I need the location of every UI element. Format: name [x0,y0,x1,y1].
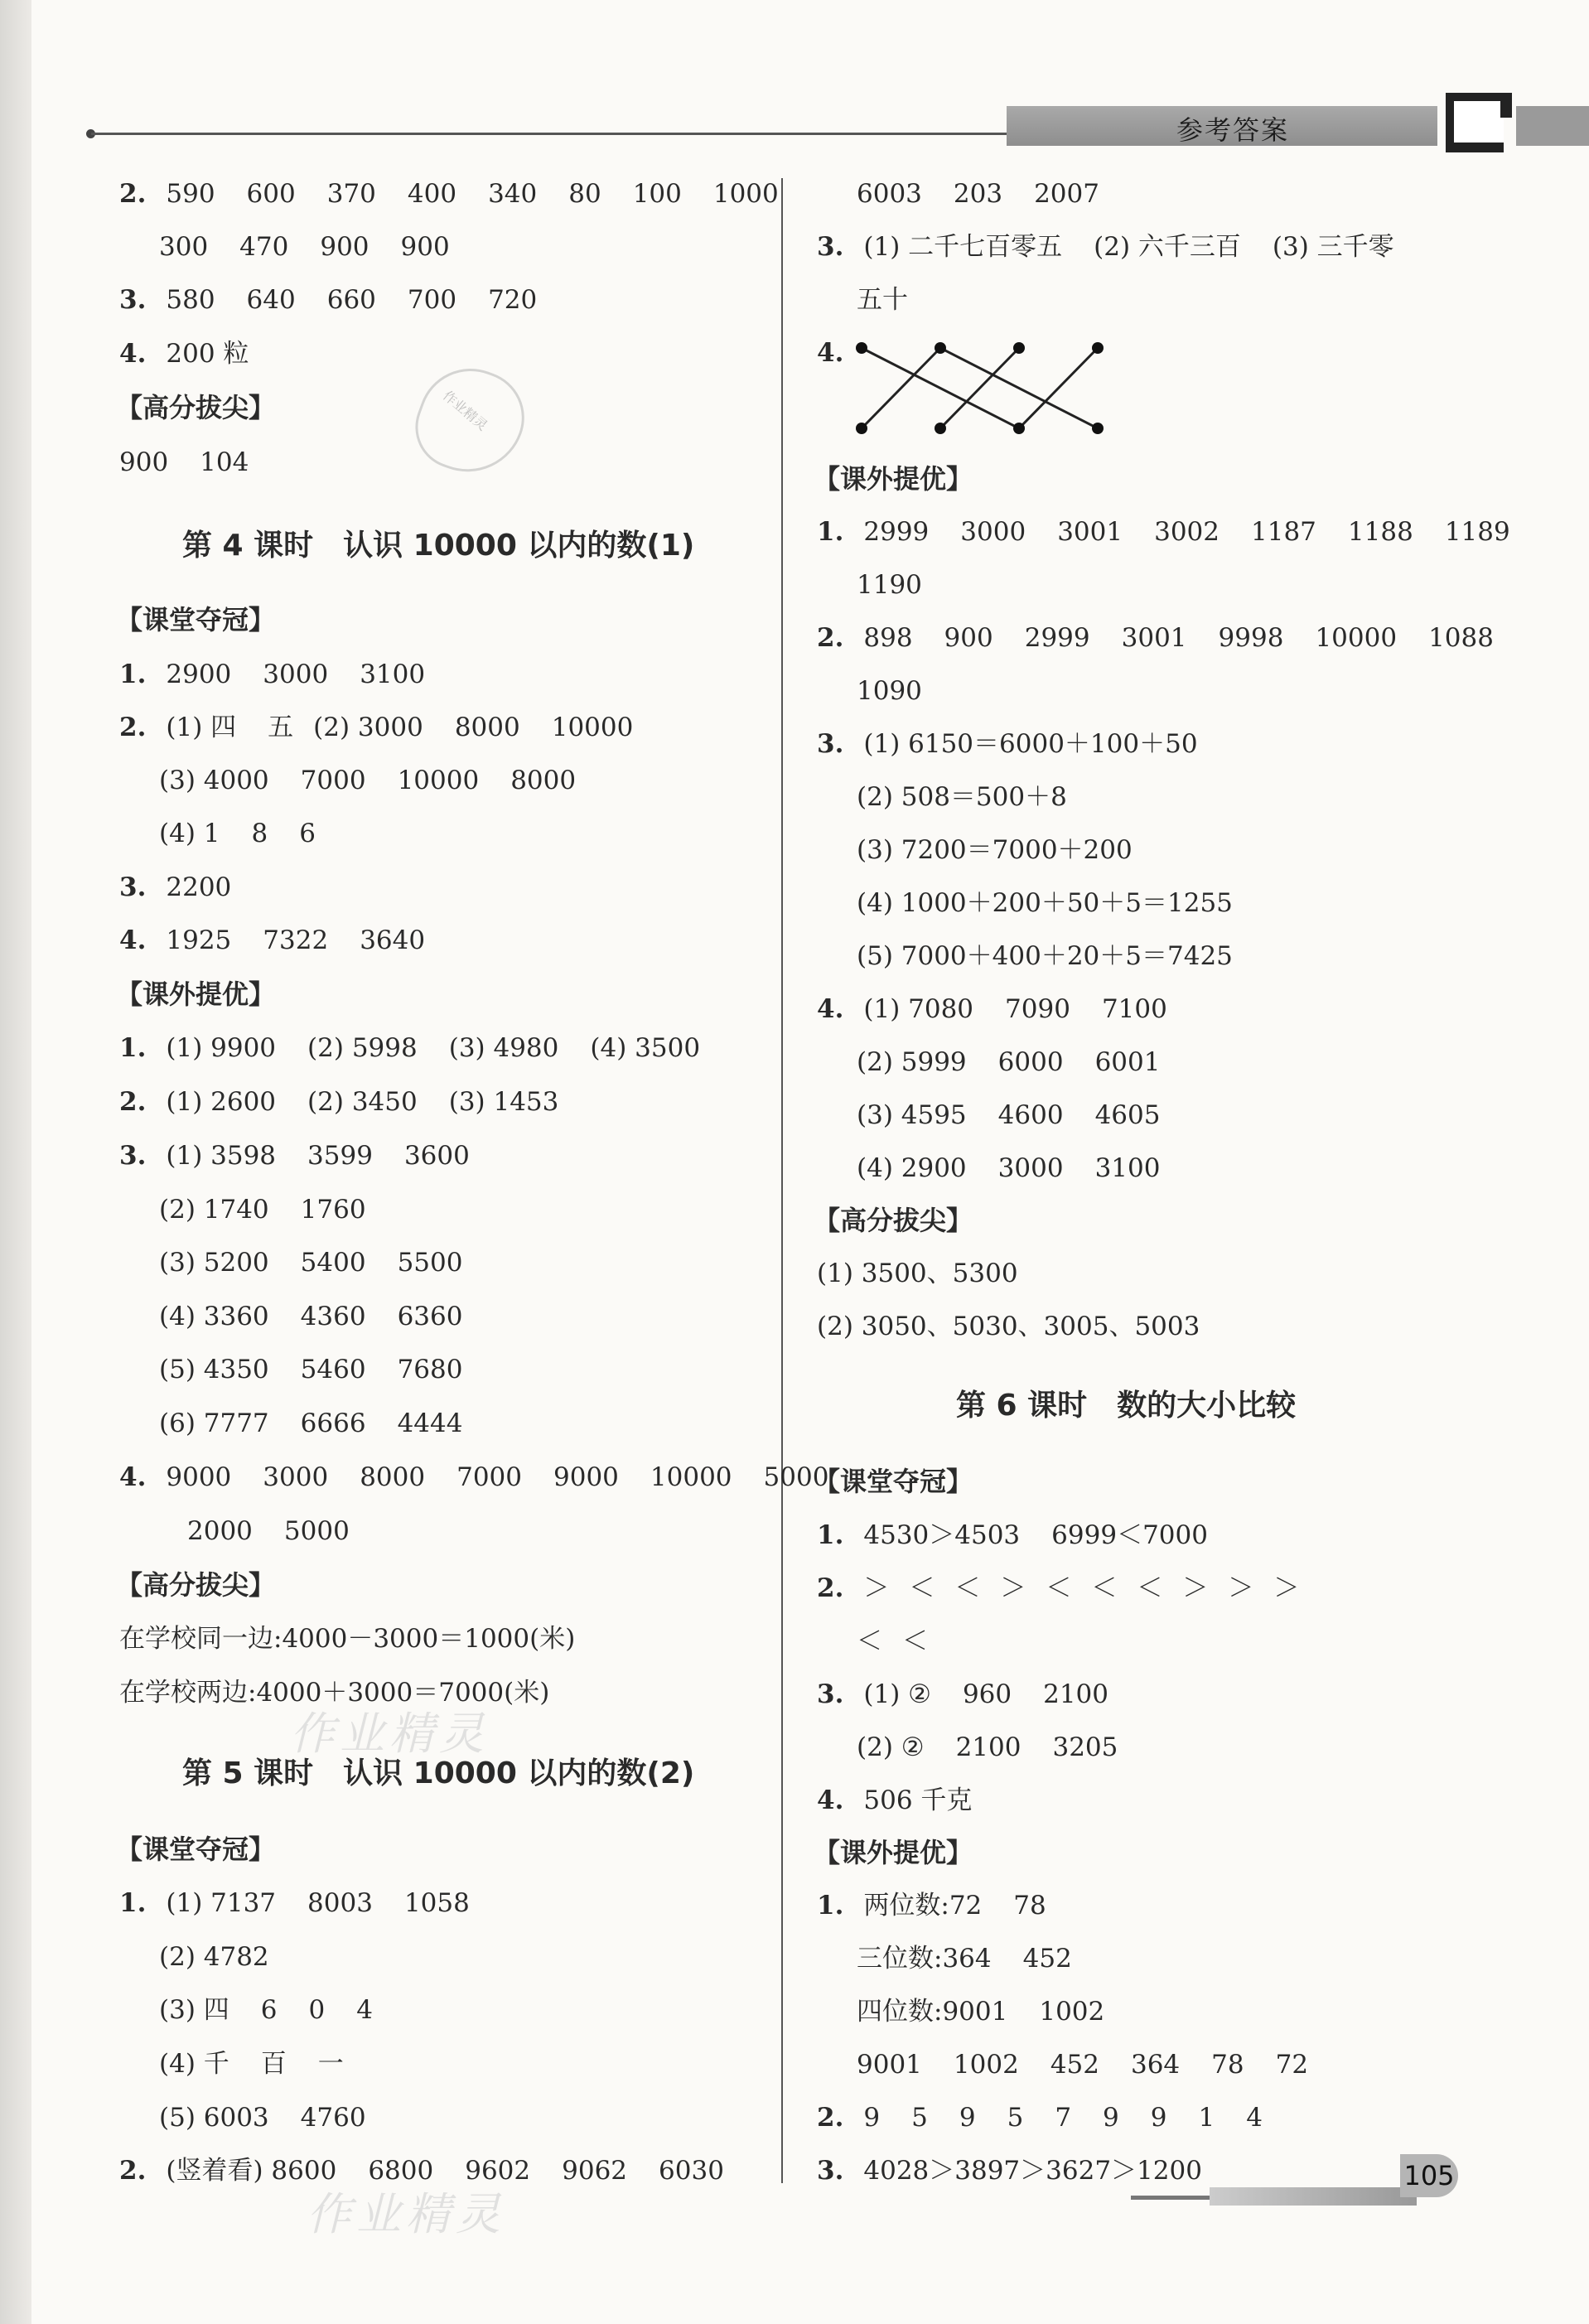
answer-value: ＞ [1000,1573,1026,1603]
answer-value: ＜ [857,1626,882,1656]
answer-value: 104 [200,447,249,477]
answer-value: 百 [260,2049,287,2079]
answer-value: 9062 [562,2156,628,2186]
watermark: 作业精灵 [290,1708,489,1760]
watermark: 作业精灵 [307,2188,505,2240]
answer-value: 6001 [1094,1047,1161,1077]
answer-line [857,1152,1160,1185]
answer-value: 7000 [300,766,366,795]
answer-value: ＞ [1182,1573,1209,1603]
answer-value: 1088 [1428,623,1494,653]
answer-value: 6360 [397,1302,463,1331]
answer-line [857,2048,1308,2081]
question-number: 4. [119,925,147,955]
lesson-title: 第 5 课时 认识 10000 以内的数(2) [182,1756,695,1790]
answer-line [119,1887,470,1920]
section-tag: 【课堂夺冠】 [814,1466,973,1497]
answer-value: 2999 [863,517,930,547]
answer-value: 9000 [166,1462,232,1492]
answer-value: 960 [962,1679,1012,1709]
header-rule [91,133,1015,135]
answer-line: 1190 [857,570,922,600]
question-number: 3. [119,285,147,315]
answer-value: 452 [1050,2050,1099,2080]
answer-value: 2100 [955,1732,1022,1762]
answer-value: 1002 [953,2050,1019,2080]
answer-value: 370 [326,179,376,209]
answer-value: 10000 [551,713,634,742]
question-number: 4. [119,339,147,369]
answer-value: (2) 1740 [159,1195,269,1225]
answer-line [857,1046,1160,1079]
answer-value: (3) 5200 [159,1248,269,1278]
answer-value: 1000 [712,179,779,209]
match-line [862,348,1019,428]
match-dot [1013,423,1025,434]
lesson-title: 第 6 课时 数的大小比较 [956,1389,1297,1423]
answer-value: (2) 六千三百 [1094,232,1241,262]
answer-value: 8003 [307,1888,373,1918]
answer-line [817,2101,1263,2134]
answer-value: 四位数:9001 [857,1997,1008,2027]
match-dot [856,342,867,354]
answer-value: 2999 [1024,623,1090,653]
answer-value: (4) 3500 [590,1033,701,1063]
answer-value: 900 [119,447,169,477]
answer-value: 3000 [960,517,1026,547]
answer-line [159,1246,462,1279]
answer-value: (3) 四 [159,1995,229,2025]
answer-value: 4444 [397,1408,463,1438]
answer-line [159,2047,344,2080]
answer-value: (1) 6150＝6000＋100＋50 [863,729,1198,759]
answer-line [817,621,1494,655]
answer-value: 340 [488,179,538,209]
answer-value: 78 [1013,1891,1046,1921]
question-number: 2. [119,713,147,742]
answer-value: 4028＞3897＞3627＞1200 [863,2156,1202,2186]
answer-value: 3640 [360,925,426,955]
answer-value: (1) 二千七百零五 [863,232,1063,262]
answer-value: (4) 3360 [159,1302,269,1331]
answer-value: ＜ [954,1573,981,1603]
answer-value: 6999＜7000 [1051,1520,1208,1550]
match-dot [935,423,946,434]
answer-value: 1 [1198,2103,1215,2133]
answer-value: 7090 [1005,994,1070,1024]
section-tag: 【课外提优】 [814,1837,973,1868]
match-dot [1092,423,1104,434]
answer-value: 两位数:72 [863,1891,983,1921]
answer-value: 203 [953,179,1003,209]
answer-value: 0 [308,1995,326,2025]
answer-value: 3001 [1121,623,1187,653]
answer-line [817,1889,1046,1922]
answer-value: (4) 2900 [857,1153,967,1183]
answer-value: (1) 2600 [166,1087,277,1117]
answer-line [817,1572,1299,1605]
answer-value: 8000 [360,1462,426,1492]
answer-value: 470 [239,232,289,262]
answer-value: 5 [1007,2103,1024,2133]
answer-value: 5000 [763,1462,829,1492]
answer-number: 4. [817,338,844,368]
answer-value: 1188 [1347,517,1413,547]
answer-value: 5500 [397,1248,463,1278]
answer-value: 9000 [553,1462,619,1492]
answer-line: (3) 7200＝7000＋200 [857,835,1133,865]
answer-line [159,1993,373,2027]
answer-value: ＜ [1137,1573,1163,1603]
answer-value: 3000 [263,1462,329,1492]
match-line [862,348,940,428]
question-number: 2. [817,2103,844,2133]
question-number: 3. [817,232,844,262]
answer-value: 7100 [1101,994,1167,1024]
answer-value: 9602 [465,2156,531,2186]
question-number: 3. [119,872,147,902]
column-divider [781,178,783,2183]
answer-value: 三位数:364 [857,1944,992,1974]
answer-value: (2) 3000 [313,713,423,742]
answer-line: 1090 [857,676,922,706]
answer-value: 900 [400,232,450,262]
answer-value: 2900 [166,660,232,689]
answer-value: 10000 [397,766,480,795]
answer-value: ＜ [909,1573,935,1603]
answer-value: 900 [944,623,993,653]
answer-line [817,515,1510,548]
answer-value: 660 [326,285,376,315]
question-number: 4. [817,994,844,1024]
answer-value: 720 [488,285,538,315]
answer-value: 3205 [1052,1732,1118,1762]
answer-value: 4760 [300,2103,366,2133]
answer-value: 900 [320,232,369,262]
answer-value: 3001 [1057,517,1123,547]
match-line [940,348,1019,428]
answer-line [857,1099,1160,1132]
answer-value: 7680 [397,1355,463,1384]
answer-value: 4 [356,1995,373,2025]
answer-value: 80 [568,179,601,209]
answer-value: 3002 [1154,517,1220,547]
answer-value: 200 粒 [166,339,249,369]
answer-value: 3100 [1094,1153,1161,1183]
question-number: 4. [817,1785,844,1815]
answer-value: 6800 [368,2156,434,2186]
answer-value: 590 [166,179,215,209]
match-line [940,348,1098,428]
answer-line [159,1300,462,1333]
question-number: 1. [119,1033,147,1063]
answer-value: 2200 [166,872,232,902]
header-title: 参考答案 [1176,114,1290,146]
answer-value: (1) ② [863,1679,931,1709]
question-number: 2. [817,1573,844,1603]
answer-line [159,2101,366,2134]
question-number: 1. [119,660,147,689]
answer-value: 6 [260,1995,278,2025]
answer-value: 6000 [997,1047,1064,1077]
answer-line [817,1519,1208,1552]
answer-value: 五 [268,713,294,742]
question-number: 2. [119,1087,147,1117]
answer-value: 100 [632,179,682,209]
answer-value: 4530＞4503 [863,1520,1021,1550]
answer-line [857,1995,1104,2028]
answer-value: 2000 [187,1516,253,1546]
answer-line: 在学校同一边:4000－3000＝1000(米) [119,1624,576,1654]
answer-line [159,1407,462,1440]
answer-line [817,2154,1202,2187]
answer-value: (3) 4980 [448,1033,559,1063]
answer-value: 6666 [300,1408,366,1438]
answer-value: 1002 [1039,1997,1105,2027]
answer-value: 898 [863,623,913,653]
answer-line [817,1784,972,1817]
question-number: 3. [817,1679,844,1709]
answer-line [119,337,249,370]
question-number: 2. [817,623,844,653]
answer-line [119,711,633,744]
answer-value: 9 [1150,2103,1167,2133]
answer-value: 2007 [1034,179,1099,209]
question-number: 1. [817,517,844,547]
answer-value: 3000 [263,660,329,689]
answer-line [817,993,1167,1026]
question-number: 2. [119,2156,147,2186]
section-tag: 【高分拔尖】 [116,392,276,423]
answer-value: 10000 [1315,623,1398,653]
match-dot [1092,342,1104,354]
answer-value: ＞ [1228,1573,1254,1603]
answer-value: 1058 [403,1888,470,1918]
answer-value: 400 [407,179,457,209]
answer-value: 5400 [300,1248,366,1278]
answer-line [119,446,249,479]
answer-value: 6003 [857,179,922,209]
question-number: 1. [119,1888,147,1918]
question-number: 1. [817,1520,844,1550]
answer-line: 在学校两边:4000＋3000＝7000(米) [119,1678,550,1708]
question-number: 4. [119,1462,147,1492]
question-number: 3. [817,2156,844,2186]
answer-line [159,764,576,797]
matching-lines-diagram [853,336,1110,435]
answer-value: (5) 6003 [159,2103,269,2133]
answer-value: (1) 9900 [166,1033,277,1063]
answer-value: (1) 7080 [863,994,974,1024]
answer-value: 580 [166,285,215,315]
match-dot [1013,342,1025,354]
section-tag: 【课堂夺冠】 [116,604,276,635]
answer-line [817,727,1198,761]
question-number: 3. [817,729,844,759]
footer-bar [1210,2187,1417,2206]
answer-value: 3100 [360,660,426,689]
answer-value: ＞ [863,1573,890,1603]
answer-line [159,1193,366,1226]
answer-value: (1) 3598 [166,1141,277,1171]
stamp-text: 作业精灵 [439,387,491,434]
answer-value: 7322 [263,925,329,955]
answer-value: 1760 [300,1195,366,1225]
answer-value: 1187 [1251,517,1316,547]
section-tag: 【课外提优】 [116,978,276,1010]
answer-line [817,1678,1108,1711]
answer-value: 2100 [1043,1679,1109,1709]
answer-value: 1189 [1444,517,1510,547]
page-number: 105 [1400,2154,1458,2197]
answer-value: 506 千克 [863,1785,973,1815]
answer-line [159,1940,269,1974]
answer-value: 8 [251,819,268,848]
answer-value: (1) 四 [166,713,237,742]
question-number: 1. [817,1891,844,1921]
answer-value: 7000 [456,1462,522,1492]
answer-line: 五十 [857,285,908,315]
answer-line [159,1353,462,1386]
answer-value: 8000 [454,713,520,742]
section-tag: 【课堂夺冠】 [116,1834,276,1865]
answer-value: ＜ [1046,1573,1072,1603]
section-tag: 【高分拔尖】 [116,1569,276,1601]
answer-line: (2) 508＝500＋8 [857,782,1067,812]
answer-line [119,283,537,316]
answer-value: 72 [1275,2050,1309,2080]
answer-value: 5460 [300,1355,366,1384]
answer-value: ＜ [1091,1573,1118,1603]
answer-line [119,177,779,210]
answer-value: ＞ [1273,1573,1300,1603]
answer-value: (竖着看) 8600 [166,2156,337,2186]
answer-value: (2) 4782 [159,1942,269,1972]
answer-value: 5000 [283,1516,350,1546]
answer-value: (5) 4350 [159,1355,269,1384]
answer-line: (1) 3500、5300 [817,1259,1018,1288]
answer-value: 9001 [857,2050,922,2080]
answer-line [187,1515,350,1548]
answer-value: 4360 [300,1302,366,1331]
answer-value: (4) 千 [159,2049,229,2079]
answer-value: 4605 [1094,1100,1161,1130]
answer-line [119,924,425,957]
answer-line: (2) 3050、5030、3005、5003 [817,1312,1200,1341]
header-bar-end [1516,106,1589,146]
answer-value: (3) 4595 [857,1100,967,1130]
answer-value: 600 [246,179,296,209]
answer-line [857,1731,1118,1764]
section-tag: 【高分拔尖】 [814,1205,973,1236]
answer-line [159,817,316,850]
answer-value: (2) 5999 [857,1047,967,1077]
question-number: 2. [119,179,147,209]
answer-line [119,1139,470,1172]
book-spine-shadow [0,0,31,2324]
answer-value: 1925 [166,925,232,955]
match-dot [856,423,867,434]
answer-value: 5 [911,2103,928,2133]
answer-line [119,1032,700,1065]
answer-value: (2) 5998 [307,1033,418,1063]
lesson-title: 第 4 课时 认识 10000 以内的数(1) [182,529,695,563]
answer-line [857,1942,1072,1975]
answer-line [119,658,425,691]
answer-line [817,230,1394,263]
question-number: 3. [119,1141,147,1171]
answer-value: 4600 [997,1100,1064,1130]
match-line [1019,348,1098,428]
answer-value: 6 [299,819,316,848]
answer-value: (3) 三千零 [1272,232,1394,262]
answer-value: 7 [1055,2103,1072,2133]
answer-value: 8000 [510,766,577,795]
answer-line [857,1625,928,1658]
answer-value: 6030 [659,2156,724,2186]
answer-value: 3599 [307,1141,373,1171]
answer-value: 640 [246,285,296,315]
answer-value: (6) 7777 [159,1408,269,1438]
answer-value: (2) 3450 [307,1087,418,1117]
answer-line [159,230,450,263]
answer-value: 452 [1022,1944,1072,1974]
answer-line [119,871,231,904]
answer-line: (4) 1000＋200＋50＋5＝1255 [857,888,1233,918]
match-dot [935,342,946,354]
answer-value: (2) ② [857,1732,925,1762]
answer-value: 3000 [997,1153,1064,1183]
answer-value: 9 [1103,2103,1119,2133]
answer-value: 300 [159,232,209,262]
answer-line [119,1085,558,1119]
answer-value: 一 [317,2049,344,2079]
header-tab-icon [1446,93,1504,152]
answer-line [119,1461,828,1494]
answer-value: (4) 1 [159,819,220,848]
answer-value: 9 [863,2103,881,2133]
answer-line: (5) 7000＋400＋20＋5＝7425 [857,941,1233,971]
answer-value: 4 [1246,2103,1263,2133]
answer-value: 3600 [403,1141,470,1171]
answer-value: 9998 [1218,623,1284,653]
answer-value: (1) 7137 [166,1888,277,1918]
section-tag: 【课外提优】 [814,463,973,495]
answer-value: (3) 1453 [448,1087,559,1117]
answer-value: ＜ [902,1626,928,1656]
answer-value: (3) 4000 [159,766,269,795]
answer-value: 364 [1130,2050,1181,2080]
answer-value: 78 [1211,2050,1244,2080]
answer-line [857,177,1099,210]
answer-value: 9 [959,2103,976,2133]
answer-value: 10000 [650,1462,732,1492]
answer-value: 700 [407,285,457,315]
